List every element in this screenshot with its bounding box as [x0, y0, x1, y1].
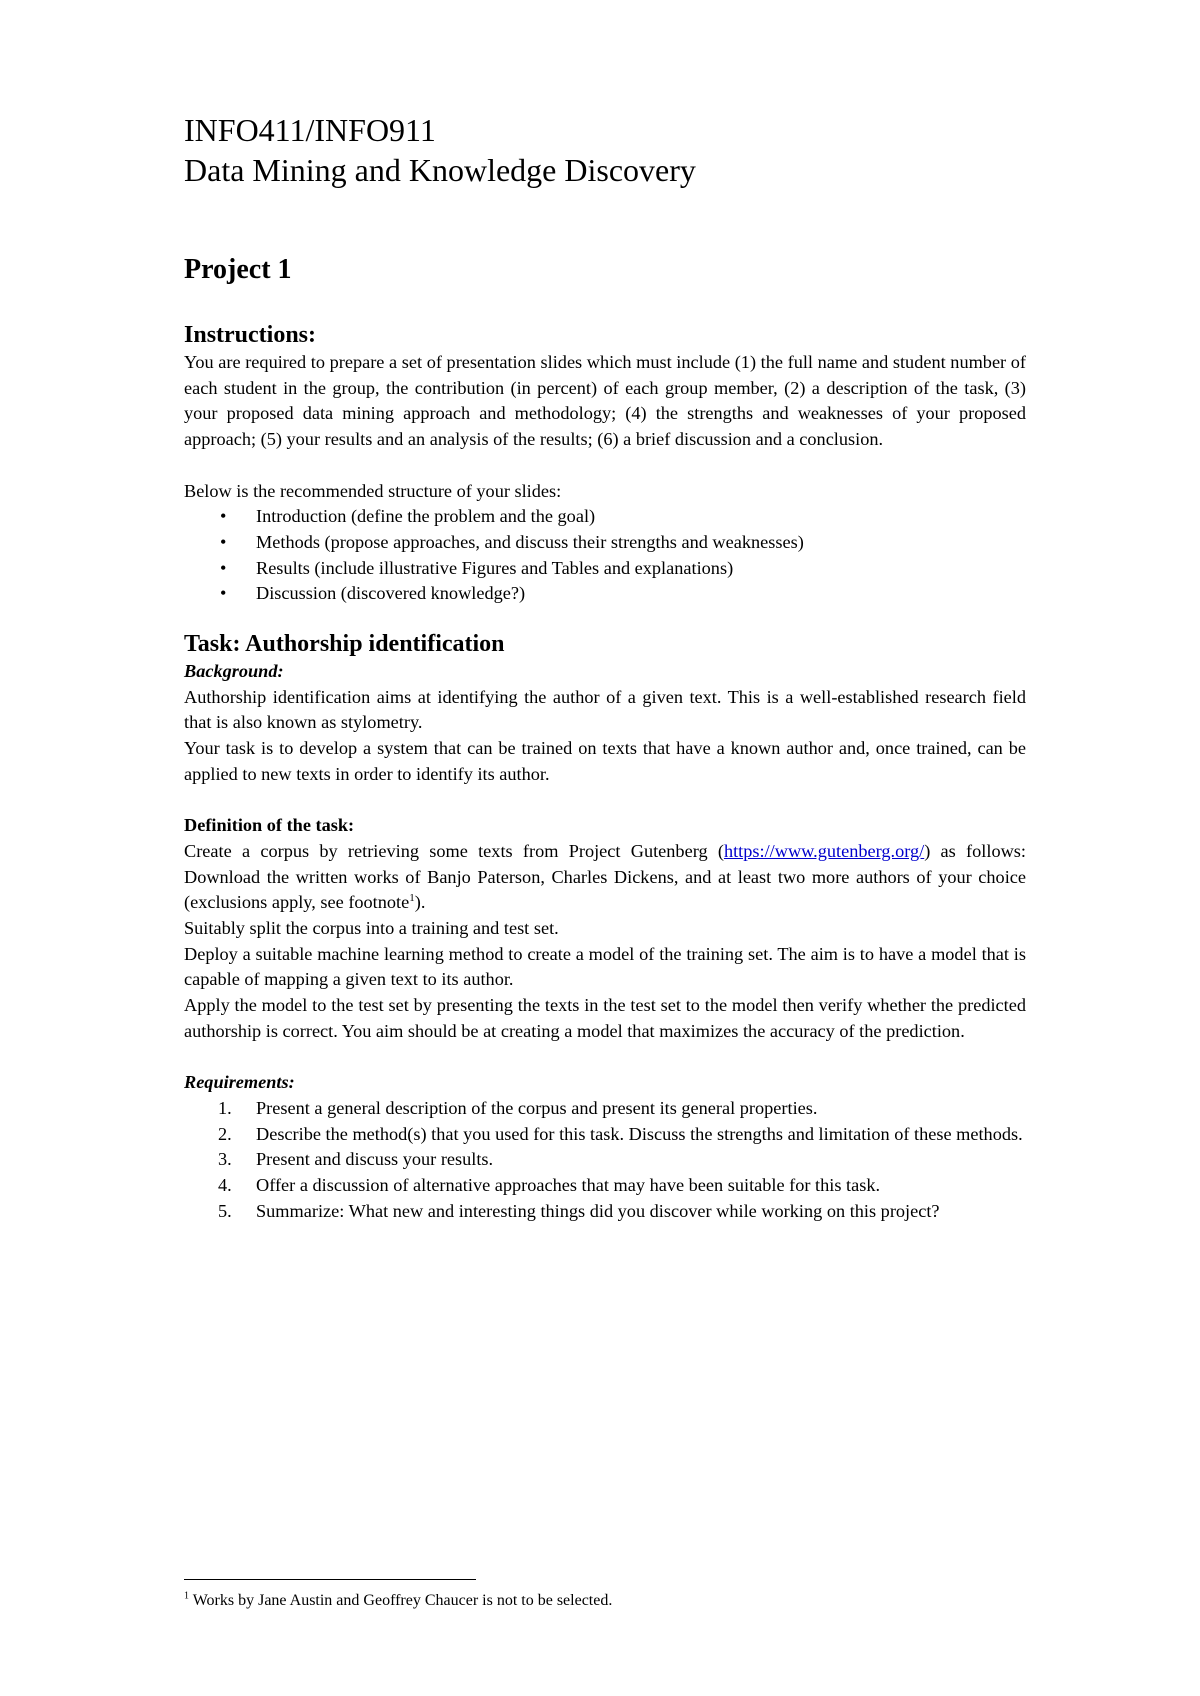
definition-label: Definition of the task: [184, 815, 355, 836]
bullet-icon: • [220, 583, 227, 604]
background-paragraph-1: Authorship identification aims at identifying the author of a given text. This is a well-established research field that is also known as stylometry. [184, 686, 1026, 733]
list-item: 3. Present and discuss your results. [218, 1149, 494, 1170]
definition-paragraph-2: Suitably split the corpus into a training and test set. [184, 918, 559, 939]
course-code: INFO411/INFO911 [184, 112, 436, 148]
definition-paragraph-4: Apply the model to the test set by presenting the texts in the test set to the model then verify whether the predicted authorship is correct. You aim should be at creating a model that maximizes the accuracy of the prediction. [184, 995, 1026, 1041]
list-item: 2. Describe the method(s) that you used for this task. Discuss the strengths and limitation of these methods. [218, 1123, 1023, 1144]
course-name: Data Mining and Knowledge Discovery [184, 152, 696, 188]
bullet-icon: • [220, 557, 227, 578]
requirements-label: Requirements: [184, 1072, 295, 1093]
bullet-icon: • [220, 531, 227, 552]
footnote [184, 1591, 612, 1611]
list-item: • Results (include illustrative Figures and Tables and explanations) [184, 556, 1026, 582]
list-item: • Introduction (define the problem and the goal) [184, 504, 1026, 530]
list-item: 1. Present a general description of the corpus and present its general properties. [218, 1097, 818, 1118]
definition-paragraph-1: Create a corpus by retrieving some texts from Project Gutenberg (https://www.gutenberg.org/) as follows: Download the written works of Banjo Paterson, Charles Dickens, and at least two more authors of your choice (exclusions apply, see footnote$^1$). [184, 840, 1026, 913]
background-paragraph-2: Your task is to develop a system that can be trained on texts that have a known author and, once trained, can be applied to new texts in order to identify its author. [184, 738, 1026, 784]
list-item: 4. Offer a discussion of alternative approaches that may have been suitable for this task. [218, 1175, 881, 1196]
structure-list [184, 504, 1026, 607]
project-title: Project 1 [184, 254, 292, 285]
bullet-icon: • [220, 506, 227, 527]
list-item: • Methods (propose approaches, and discuss their strengths and weaknesses) [184, 530, 1026, 556]
requirements-list [184, 1096, 1026, 1225]
footnote-divider [184, 1579, 476, 1580]
footnote-marker: 1 [184, 1590, 189, 1602]
list-item: • Discussion (discovered knowledge?) [184, 581, 1026, 607]
structure-intro: Below is the recommended structure of your slides: [184, 480, 562, 501]
task-heading: Task: Authorship identification [184, 631, 505, 658]
document-page [184, 110, 1026, 1224]
instructions-paragraph: You are required to prepare a set of presentation slides which must include (1) the full name and student number of each student in the group, the contribution (in percent) of each group member, (2) a description of the task, (3) your proposed data mining approach and methodology; (4) the strengths and weaknesses of your proposed approach; (5) your results and an analysis of the results; (6) a brief discussion and a conclusion. [184, 352, 1026, 450]
background-label: Background: [184, 661, 284, 682]
definition-paragraph-3: Deploy a suitable machine learning method to create a model of the training set. The aim is to have a model that is capable of mapping a given text to its author. [184, 943, 1026, 990]
footnote-text: Works by Jane Austin and Geoffrey Chaucer is not to be selected. [189, 1592, 613, 1609]
list-item: 5. Summarize: What new and interesting things did you discover while working on this project? [218, 1200, 940, 1221]
footnote-ref[interactable]: 1 [409, 892, 415, 905]
gutenberg-link[interactable]: https://www.gutenberg.org/ [723, 840, 925, 861]
instructions-heading: Instructions: [184, 322, 317, 348]
